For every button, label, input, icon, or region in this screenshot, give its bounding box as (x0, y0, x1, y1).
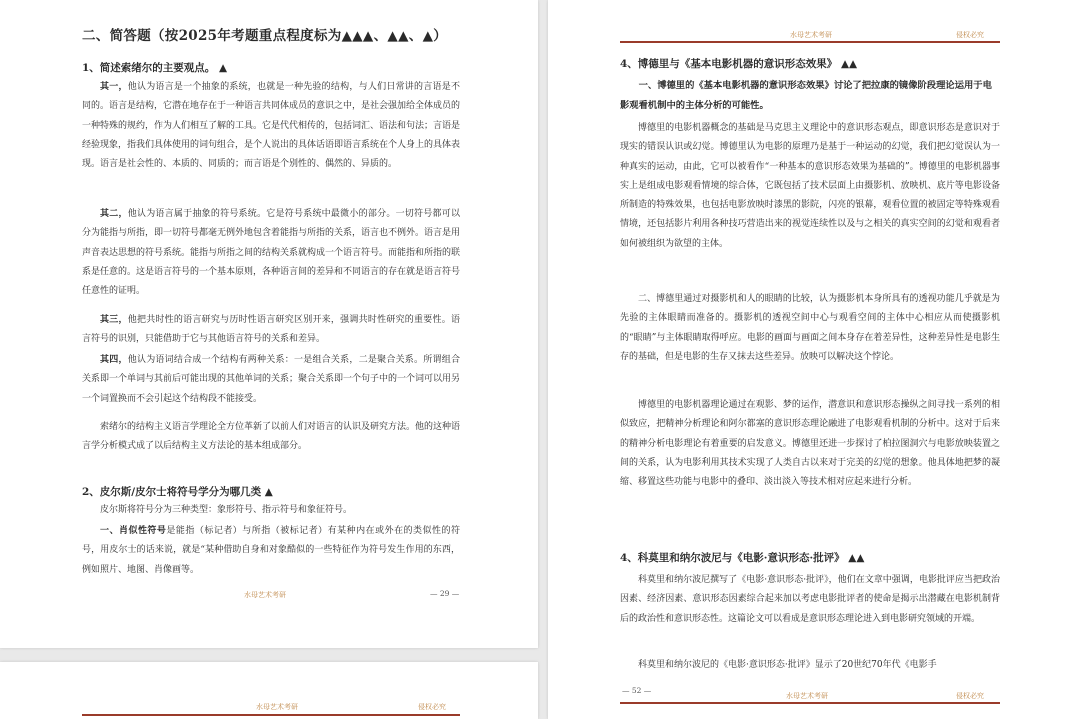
header-brand-left: 水母艺术考研 (790, 31, 832, 39)
question-1-paragraph-2 (82, 205, 460, 301)
question-4a-paragraph-1: 博德里的电影机器概念的基础是马克思主义理论中的意识形态观点，即意识形态是意识对于现实的错误认识或幻觉。博德里认为电影的原理乃是基于一种运动的幻觉，我们把幻觉误认为一种真实的运动，由此，它可以被看作“一种基本的意识形态效果为基础的”。博德里的电影机器事实上是组成电影观看情境的综合体，它既包括了技术层面上由摄影机、放映机、底片等电影设备所制造的特殊效果，也包括电影放映时漆黑的影院，闪亮的银幕，观看位置的被固定等特殊观看情境，还包括影片利用各种技巧营造出来的视觉连续性以及与之相关的真实空间的幻觉和观看者如何被组织为欲望的主体。 (620, 123, 1000, 249)
question-1-title: 1、简述索绪尔的主要观点。 ▲ (82, 62, 228, 74)
header-brand-left: 水母艺术考研 (256, 703, 298, 711)
footer-brand: 水母艺术考研 (244, 591, 286, 599)
question-1-paragraph-3 (82, 311, 460, 350)
question-4b-title: 4、科莫里和纳尔波尼与《电影·意识形态·批评》 ▲▲ (620, 552, 865, 564)
header-rule (620, 41, 1000, 43)
question-4a-paragraph-3: 博德里的电影机器理论通过在观影、梦的运作，潜意识和意识形态操纵之间寻找一系列的相似致应，把精神分析理论和阿尔都塞的意识形态理论融进了电影观看机制的分析中。这对于后来的精神分析电影理论有着重要的启发意义。博德里还进一步探讨了柏拉图洞穴与电影放映装置之间的关系，认为电影利用其技术实现了人类自古以来对于完美的幻觉的想象。他具体地把梦的凝缩、移置这些功能与电影中的叠印、淡出淡入等技术相对应起来进行分析。 (620, 400, 1000, 488)
question-4b-paragraph-2: 科莫里和纳尔波尼的《电影·意识形态·批评》显示了20世纪70年代《电影手 (638, 660, 937, 670)
footer-rule (620, 702, 1000, 704)
left-document-page (0, 0, 538, 648)
paragraph-text: 他认为语词结合成一个结构有两种关系：一是组合关系，二是聚合关系。所谓组合关系即一个单词与其前后可能出现的其他单词的关系；聚合关系即一个句子中的一个词可以用另一个词置换而不会引起这个结构段不能接受。 (82, 355, 461, 404)
paragraph-lead: 其四， (100, 355, 128, 365)
section-title: 二、简答题（按2025年考题重点程度标为▲▲▲、▲▲、▲） (82, 28, 448, 44)
paragraph-text: 他认为语言是一个抽象的系统，也就是一种先验的结构，与人们日常讲的言语是不同的。语言是结构，它潜在地存在于一种语言共同体成员的意识之中，是社会强加给全体成员的一种特殊的规约，作为人们相互了解的工具。它是代代相传的，包括词汇、语法和句法；言语是经验现象，指我们具体使用的词句组合，是个人说出的具体话语即语言系统在个人身上的具体表现。语言是社会性的、本质的、同质的；而言语是个别性的、偶然的、异质的。 (82, 82, 461, 170)
paragraph-lead: 其三， (100, 315, 128, 325)
next-page-header (0, 662, 538, 719)
paragraph-lead: 其二， (100, 209, 128, 219)
question-2-title: 2、皮尔斯/皮尔士将符号学分为哪几类 ▲ (82, 486, 273, 498)
question-4a-paragraph-2: 二、博德里通过对摄影机和人的眼睛的比较，认为摄影机本身所具有的透视功能几乎就是为先验的主体眼睛而准备的。摄影机的透视空间中心与观看空间的主体中心相应从而使摄影机的“眼睛”与主体眼睛取得呼应。电影的画面与画面之间本身存在着差异性，这种差异性是电影生存的基础，但是电影的生存又抹去这些差异。放映可以解决这个悖论。 (620, 294, 1000, 362)
paragraph-text: 他把共时性的语言研究与历时性语言研究区别开来，强调共时性研究的重要性。语言符号的识别，只能借助于它与其他语言符号的关系和差异。 (82, 315, 460, 345)
header-brand-right: 侵权必究 (418, 703, 446, 711)
page-number: — 52 — (622, 686, 652, 695)
page-number: — 29 — (430, 589, 460, 598)
header-rule (82, 714, 460, 716)
paragraph-text: 他认为语言属于抽象的符号系统。它是符号系统中最微小的部分。一切符号都可以分为能指与所指，即一切符号都毫无例外地包含着能指与所指的关系，语言也不例外。语言是用声音表达思想的符号系统。能指与所指之间的结构关系就构成一个语言符号。而能指和所指的联系是任意的。这是语言符号的一个基本原则，各种语言间的差异和不同语言的存在就是语言符号任意性的证明。 (82, 209, 461, 297)
paragraph-text: 是能指（标记者）与所指（被标记者）有某种内在或外在的类似性的符号，用皮尔士的话来说，就是“某种借助自身和对象酷似的一些特征作为符号发生作用的东西，例如照片、地图、肖像画等。 (82, 526, 460, 575)
header-brand-right: 侵权必究 (956, 31, 984, 39)
question-1-paragraph-4 (82, 351, 460, 409)
question-2-intro: 皮尔斯将符号分为三种类型：象形符号、指示符号和象征符号。 (100, 505, 353, 515)
right-document-page (548, 0, 1080, 719)
question-1-paragraph-1 (82, 78, 460, 174)
question-4a-title: 4、博德里与《基本电影机器的意识形态效果》 ▲▲ (620, 58, 858, 70)
question-1-paragraph-5: 索绪尔的结构主义语言学理论全方位革新了以前人们对语言的认识及研究方法。他的这种语言学分析模式成了以后结构主义方法论的基本组成部分。 (82, 422, 461, 452)
footer-brand-right: 侵权必究 (956, 692, 984, 700)
question-4a-subheading: 一、博德里的《基本电影机器的意识形态效果》讨论了把拉康的镜像阶段理论运用于电影观看机制中的主体分析的可能性。 (620, 80, 992, 111)
footer-brand-left: 水母艺术考研 (786, 692, 828, 700)
paragraph-lead: 其一， (100, 82, 128, 92)
question-4b-paragraph-1: 科莫里和纳尔波尼撰写了《电影·意识形态·批评》，他们在文章中强调，电影批评应当把政治因素、经济因素、意识形态因素综合起来加以考虑电影批评者的使命是揭示出潜藏在电影机制背后的政治性和意识形态性。这篇论文可以看成是意识形态理论进入到电影研究领域的开端。 (620, 575, 1000, 624)
question-2-paragraph-1 (82, 522, 460, 580)
paragraph-lead: 一、肖似性符号 (100, 526, 167, 536)
